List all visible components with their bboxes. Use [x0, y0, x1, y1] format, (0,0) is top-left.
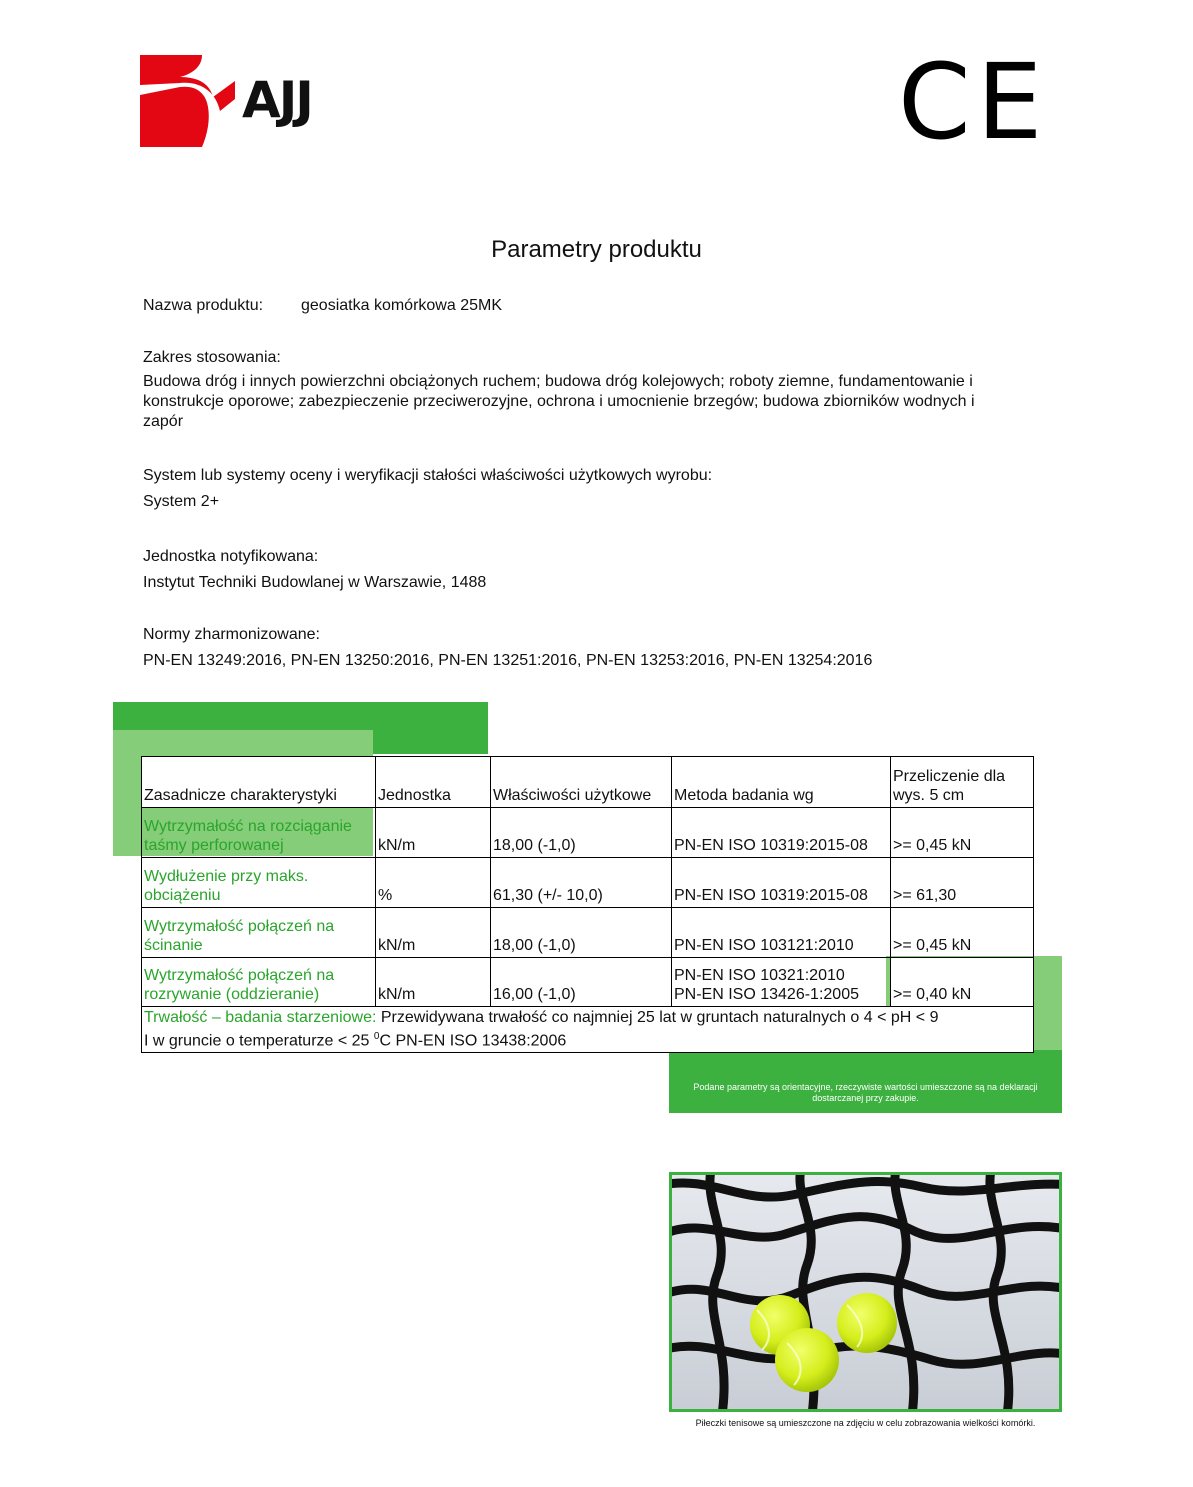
header-characteristics: Zasadnicze charakterystyki — [142, 757, 376, 808]
row-method — [672, 958, 891, 1007]
row-conversion: >= 0,45 kN — [891, 808, 1034, 858]
header-unit: Jednostka — [376, 757, 491, 808]
parameters-table — [141, 756, 1034, 1053]
row-method-line-1: PN-EN ISO 10321:2010 — [674, 967, 845, 984]
durability-line-2 — [144, 1027, 1031, 1050]
row-value: 18,00 (-1,0) — [491, 908, 672, 958]
header-conversion: Przeliczenie dla wys. 5 cm — [891, 757, 1034, 808]
product-photo — [669, 1172, 1062, 1412]
standards-value: PN-EN 13249:2016, PN-EN 13250:2016, PN-EN 13251:2016, PN-EN 13253:2016, PN-EN 13254:2016 — [143, 652, 873, 669]
logo-text: AJJ — [242, 71, 312, 129]
durability-text-1: Przewidywana trwałość co najmniej 25 lat w gruntach naturalnych o 4 < pH < 9 — [376, 1009, 939, 1026]
row-value: 61,30 (+/- 10,0) — [491, 858, 672, 908]
photo-caption: Piłeczki tenisowe są umieszczone na zdjęciu w celu zobrazowania wielkości komórki. — [695, 1418, 1036, 1428]
ce-mark: CE — [898, 41, 1049, 163]
scope-line-3: zapór — [143, 413, 184, 430]
row-name: Wytrzymałość połączeń na rozrywanie (oddzieranie) — [142, 958, 376, 1007]
durability-line-1 — [144, 1008, 1031, 1027]
table-header-row — [142, 757, 1034, 808]
row-name: Wytrzymałość połączeń na ścinanie — [142, 908, 376, 958]
header-performance: Właściwości użytkowe — [491, 757, 672, 808]
tennis-ball-icon — [775, 1328, 839, 1392]
durability-text-2-pre: I w gruncie o temperaturze < 25 — [144, 1032, 374, 1050]
row-value: 18,00 (-1,0) — [491, 808, 672, 858]
disclaimer-line-2: dostarczanej przy zakupie. — [812, 1093, 919, 1103]
row-unit: kN/m — [376, 808, 491, 858]
notified-body-label: Jednostka notyfikowana: — [143, 548, 319, 565]
system-label: System lub systemy oceny i weryfikacji stałości właściwości użytkowych wyrobu: — [143, 467, 713, 484]
scope-label: Zakres stosowania: — [143, 349, 281, 366]
row-method: PN-EN ISO 10319:2015-08 — [672, 858, 891, 908]
page-title: Parametry produktu — [491, 236, 702, 263]
scope-line-1: Budowa dróg i innych powierzchni obciążonych ruchem; budowa dróg kolejowych; roboty ziemne, fundamentowanie i — [143, 373, 973, 390]
header-method: Metoda badania wg — [672, 757, 891, 808]
row-conversion: >= 0,40 kN — [891, 958, 1034, 1007]
durability-text-2-post: C PN-EN ISO 13438:2006 — [379, 1032, 567, 1050]
table-row — [142, 808, 1034, 858]
product-name-value: geosiatka komórkowa 25MK — [301, 297, 502, 314]
table-row — [142, 958, 1034, 1007]
row-conversion: >= 0,45 kN — [891, 908, 1034, 958]
row-unit: kN/m — [376, 958, 491, 1007]
row-method-line-2: PN-EN ISO 13426-1:2005 — [674, 986, 859, 1003]
geocell-illustration — [672, 1175, 1059, 1409]
logo-mark-icon — [140, 55, 235, 147]
table-row — [142, 908, 1034, 958]
durability-label: Trwałość – badania starzeniowe: — [144, 1009, 377, 1026]
system-value: System 2+ — [143, 493, 220, 510]
table-row — [142, 858, 1034, 908]
company-logo — [140, 55, 350, 150]
durability-degree: 0 — [373, 1031, 380, 1042]
scope-line-2: konstrukcje oporowe; zabezpieczenie przeciwerozyjne, ochrona i umocnienie brzegów; budowa zbiorników wodnych i — [143, 393, 975, 410]
durability-cell — [142, 1007, 1034, 1053]
notified-body-value: Instytut Techniki Budowlanej w Warszawie, 1488 — [143, 574, 487, 591]
disclaimer-note — [669, 1082, 1062, 1104]
durability-row — [142, 1007, 1034, 1053]
row-method: PN-EN ISO 10319:2015-08 — [672, 808, 891, 858]
product-name-label: Nazwa produktu: — [143, 297, 264, 314]
disclaimer-line-1: Podane parametry są orientacyjne, rzeczywiste wartości umieszczone są na deklaracji — [693, 1082, 1038, 1092]
row-name: Wytrzymałość na rozciąganie taśmy perforowanej — [142, 808, 376, 858]
standards-label: Normy zharmonizowane: — [143, 626, 320, 643]
tennis-ball-icon — [837, 1293, 897, 1353]
row-method: PN-EN ISO 103121:2010 — [672, 908, 891, 958]
row-value: 16,00 (-1,0) — [491, 958, 672, 1007]
row-unit: % — [376, 858, 491, 908]
row-unit: kN/m — [376, 908, 491, 958]
row-conversion: >= 61,30 — [891, 858, 1034, 908]
row-name: Wydłużenie przy maks. obciążeniu — [142, 858, 376, 908]
